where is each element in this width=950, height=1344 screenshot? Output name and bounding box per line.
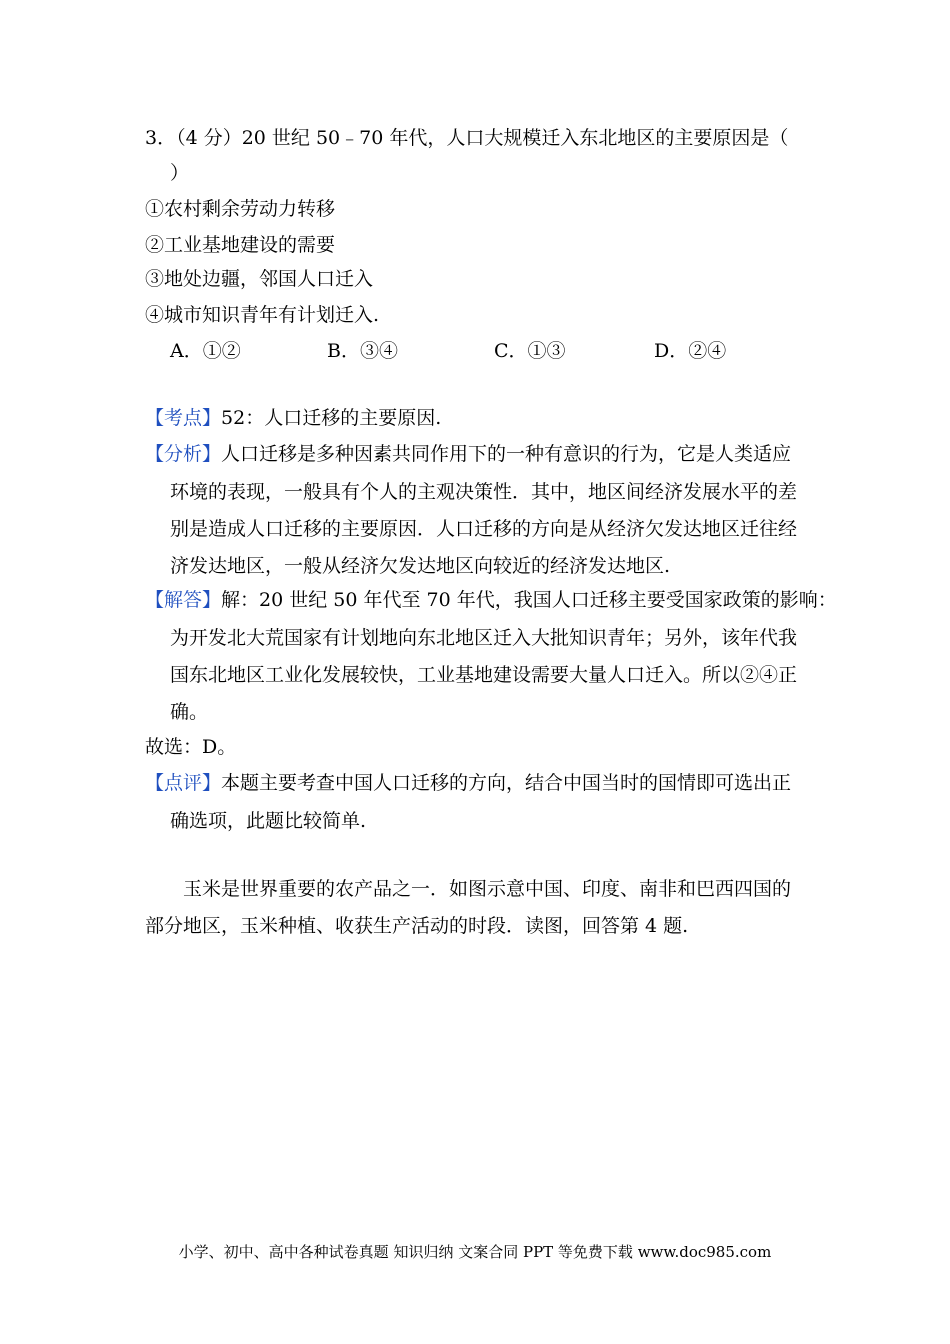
jieda-tag: 【解答】 bbox=[145, 589, 222, 611]
kaodian-line bbox=[145, 406, 441, 430]
jieda-line3: 国东北地区工业化发展较快，工业基地建设需要大量人口迁入。所以②④正 bbox=[170, 664, 798, 686]
fenxi-tag: 【分析】 bbox=[145, 443, 222, 465]
option-a: A．①② bbox=[170, 340, 241, 362]
fenxi-text-1: 人口迁移是多种因素共同作用下的一种有意识的行为，它是人类适应 bbox=[221, 443, 792, 465]
question-3-item-4: ④城市知识青年有计划迁入. bbox=[145, 304, 380, 326]
fenxi-line1 bbox=[145, 442, 791, 466]
option-c: C．①③ bbox=[494, 340, 566, 362]
answer-line: 故选：D。 bbox=[145, 736, 237, 758]
question-3-item-2: ②工业基地建设的需要 bbox=[145, 234, 336, 256]
dianping-tag: 【点评】 bbox=[145, 772, 222, 794]
option-d: D．②④ bbox=[654, 340, 727, 362]
question-3-item-3: ③地处边疆，邻国人口迁入 bbox=[145, 268, 374, 290]
option-b: B．③④ bbox=[327, 340, 398, 362]
jieda-line4: 确。 bbox=[170, 701, 209, 723]
intro-4-line2: 部分地区，玉米种植、收获生产活动的时段．读图，回答第 4 题. bbox=[145, 915, 689, 937]
kaodian-tag: 【考点】 bbox=[145, 407, 222, 429]
question-3-stem-line1: 3．（4 分）20 世纪 50﹣70 年代，人口大规模迁入东北地区的主要原因是（ bbox=[145, 127, 789, 149]
jieda-line1 bbox=[145, 588, 837, 612]
dianping-line2: 确选项，此题比较简单. bbox=[170, 810, 367, 832]
jieda-line2: 为开发北大荒国家有计划地向东北地区迁入大批知识青年；另外，该年代我 bbox=[170, 627, 798, 649]
fenxi-line3: 别是造成人口迁移的主要原因．人口迁移的方向是从经济欠发达地区迁往经 bbox=[170, 518, 798, 540]
intro-4-line1: 玉米是世界重要的农产品之一．如图示意中国、印度、南非和巴西四国的 bbox=[183, 878, 792, 900]
question-3-item-1: ①农村剩余劳动力转移 bbox=[145, 198, 336, 220]
dianping-line1 bbox=[145, 771, 791, 795]
dianping-text-1: 本题主要考查中国人口迁移的方向，结合中国当时的国情即可选出正 bbox=[221, 772, 792, 794]
fenxi-line2: 环境的表现，一般具有个人的主观决策性．其中，地区间经济发展水平的差 bbox=[170, 481, 798, 503]
page-footer: 小学、初中、高中各种试卷真题 知识归纳 文案合同 PPT 等免费下载 www.doc985.com bbox=[178, 1243, 772, 1261]
fenxi-line4: 济发达地区，一般从经济欠发达地区向较近的经济发达地区. bbox=[170, 555, 671, 577]
question-3-stem-line2: ） bbox=[170, 162, 190, 184]
jieda-text-1: 解：20 世纪 50 年代至 70 年代，我国人口迁移主要受国家政策的影响： bbox=[221, 589, 837, 611]
kaodian-text: 52：人口迁移的主要原因. bbox=[221, 407, 442, 429]
